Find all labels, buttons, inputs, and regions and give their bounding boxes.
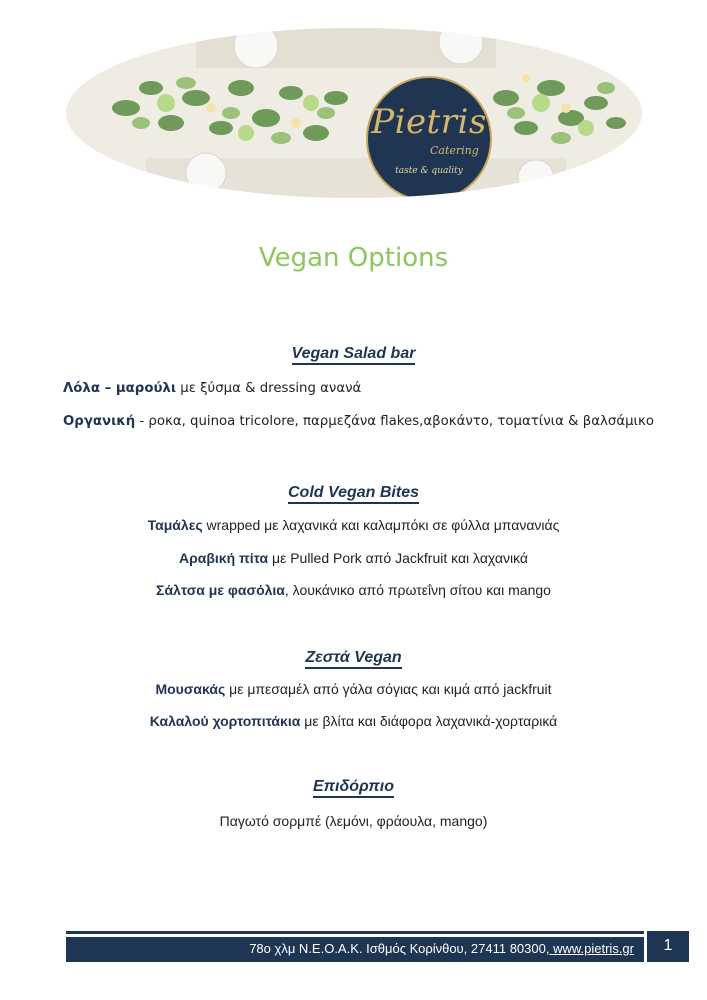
menu-item: Σάλτσα με φασόλια, λουκάνικο από πρωτεΐνη σίτου και mango — [156, 582, 551, 598]
menu-item: Μουσακάς με μπεσαμέλ από γάλα σόγιας και κιμά από jackfruit — [155, 681, 552, 697]
menu-item: Λόλα – μαρούλι με ξύσμα & dressing ανανά — [63, 381, 362, 396]
section-heading-hot-vegan: Ζεστά Vegan — [0, 649, 707, 667]
menu-item: Οργανική - ροκα, quinoa tricolore, παρμεζάνα flakes,αβοκάντο, τοματίνια & βαλσάμικο — [63, 414, 655, 429]
footer-divider — [66, 931, 644, 934]
header-banner — [66, 28, 642, 198]
menu-item: Αραβική πίτα με Pulled Pork από Jackfruit και λαχανικά — [178, 550, 529, 566]
floral-table-illustration — [66, 28, 642, 198]
page-title: Vegan Options — [258, 243, 449, 273]
brand-logo — [366, 76, 492, 198]
footer-bar — [66, 937, 644, 962]
page-number: 1 — [663, 937, 673, 954]
footer-address: 78ο χλμ Ν.Ε.Ο.Α.Κ. Ισθμός Κορίνθου, 27411 80300, — [249, 941, 550, 956]
logo-name: Pietris — [371, 102, 487, 142]
page-number-box — [647, 931, 689, 962]
menu-item: Παγωτό σορμπέ (λεμόνι, φράουλα, mango) — [219, 813, 488, 829]
section-heading-dessert: Επιδόρπιο — [0, 778, 707, 796]
menu-item: Καλαλού χορτοπιτάκια με βλίτα και διάφορα λαχανικά-χορταρικά — [149, 713, 558, 729]
footer-contact — [249, 941, 634, 956]
section-heading-salad-bar: Vegan Salad bar — [0, 345, 707, 363]
logo-tagline: taste & quality — [395, 166, 463, 176]
logo-subtitle: Catering — [430, 144, 479, 157]
website-link[interactable]: www.pietris.gr — [549, 941, 634, 956]
section-heading-cold-bites: Cold Vegan Bites — [0, 484, 707, 502]
menu-item: Ταμάλες wrapped με λαχανικά και καλαμπόκι σε φύλλα μπανανιάς — [147, 517, 560, 533]
